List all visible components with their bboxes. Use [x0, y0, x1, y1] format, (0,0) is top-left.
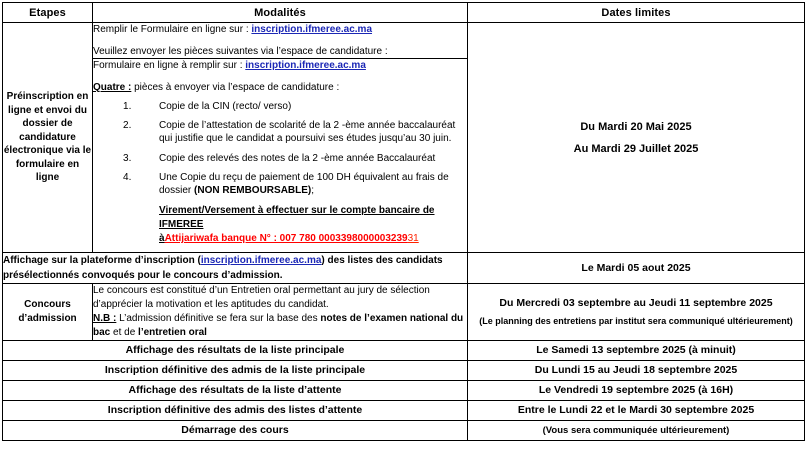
- simple-row-label: Inscription définitive des admis des listes d’attente: [3, 400, 468, 420]
- header-cell-dates: Dates limites: [468, 3, 805, 23]
- preinscription-date-end: Au Mardi 29 Juillet 2025: [573, 142, 699, 155]
- intro-line-1-text: Remplir le Formulaire en ligne sur :: [93, 24, 249, 35]
- list-item: Copie des relevés des notes de la 2 -ème année Baccalauréat: [159, 152, 436, 164]
- nb-text-2: et de: [113, 327, 136, 338]
- table-row: [3, 360, 805, 380]
- platform-text-after: ) des listes des candidats présélectionnés convoqués pour le concours d’admission.: [3, 255, 443, 282]
- preinscription-date-start: Du Mardi 20 Mai 2025: [580, 120, 692, 133]
- table-row: [3, 340, 805, 360]
- nb-bold-1: notes de l’examen national du bac: [93, 313, 464, 338]
- admission-schedule-table: [2, 2, 805, 441]
- table-row: [3, 400, 805, 420]
- nb-label: N.B :: [93, 313, 117, 325]
- table-row: [3, 420, 805, 440]
- nb-bold-2: l’entretien oral: [138, 327, 207, 338]
- simple-row-date: (Vous sera communiquée ultérieurement): [468, 420, 805, 440]
- concours-date-main: Du Mercredi 03 septembre au Jeudi 11 septembre 2025: [499, 296, 773, 309]
- concours-paragraph: Le concours est constitué d’un Entretien oral permettant au jury de sélection d’apprécier la motivation et les aptitudes du candidat.: [93, 285, 430, 310]
- concours-date-note: (Le planning des entretiens par institut sera communiqué ultérieurement): [479, 315, 793, 326]
- simple-row-date: Le Samedi 13 septembre 2025 (à minuit): [468, 340, 805, 360]
- inscription-link-3[interactable]: inscription.ifmeree.ac.ma: [200, 255, 322, 267]
- virement-instruction: Virement/Versement à effectuer sur le compte bancaire de IFMEREE: [159, 205, 435, 230]
- virement-account-line: [159, 232, 467, 246]
- document-page: [0, 2, 806, 465]
- step-label-concours: Concours d’admission: [3, 284, 93, 340]
- row-preinscription-intro: [3, 23, 805, 59]
- concours-description-cell: [93, 284, 468, 340]
- simple-row-label: Inscription définitive des admis de la liste principale: [3, 360, 468, 380]
- pieces-list: [93, 100, 467, 246]
- row-concours: [3, 284, 805, 340]
- quatre-line: [93, 81, 467, 94]
- simple-row-date: Du Lundi 15 au Jeudi 18 septembre 2025: [468, 360, 805, 380]
- simple-row-date: Le Vendredi 19 septembre 2025 (à 16H): [468, 380, 805, 400]
- nb-text-1: L’admission définitive se fera sur la base des: [119, 313, 318, 325]
- table-header-row: [3, 3, 805, 23]
- header-cell-etapes: Etapes: [3, 3, 93, 23]
- list-item: [123, 171, 467, 246]
- virement-a: à: [159, 233, 165, 245]
- intro-line-1: [93, 23, 467, 36]
- list-item: Copie de la CIN (recto/ verso): [159, 101, 292, 112]
- bank-account-number: Attijariwafa banque N° : 007 780 0003398000003239: [164, 233, 408, 245]
- simple-row-label: Affichage des résultats de la liste principale: [3, 340, 468, 360]
- intro-line-2: Veuillez envoyer les pièces suivantes via l’espace de candidature :: [93, 46, 388, 57]
- preinscription-details-cell: [93, 59, 468, 253]
- simple-row-label: Démarrage des cours: [3, 420, 468, 440]
- simple-row-date: Entre le Lundi 22 et le Mardi 30 septembre 2025: [468, 400, 805, 420]
- bank-account-key: 31: [407, 233, 419, 245]
- header-cell-modalites: Modalités: [93, 3, 468, 23]
- item4-nonremboursable: (NON REMBOURSABLE): [194, 185, 312, 197]
- step-label-preinscription: Préinscription en ligne et envoi du dossier de candidature électronique via le formulaire en ligne: [3, 23, 93, 253]
- concours-nb-line: [93, 312, 467, 339]
- form-line: [93, 59, 467, 72]
- row-platform-notice: [3, 253, 805, 284]
- form-line-text: Formulaire en ligne à remplir sur :: [93, 60, 243, 71]
- inscription-link-1[interactable]: inscription.ifmeree.ac.ma: [251, 24, 373, 35]
- platform-text-before: Affichage sur la plateforme d’inscription (: [3, 255, 201, 267]
- inscription-link-2[interactable]: inscription.ifmeree.ac.ma: [245, 60, 366, 71]
- list-item: Copie de l’attestation de scolarité de la 2 -ème année baccalauréat qui justifie que le candidat a poursuivi ses études jusqu’au 30 juin.: [159, 120, 456, 145]
- preinscription-dates-cell: [468, 23, 805, 253]
- virement-block: [159, 204, 467, 246]
- platform-notice-cell: [3, 253, 468, 284]
- quatre-rest: pièces à envoyer via l’espace de candidature :: [134, 82, 340, 93]
- concours-dates-cell: [468, 284, 805, 340]
- table-row: [3, 380, 805, 400]
- platform-date-cell: Le Mardi 05 aout 2025: [468, 253, 805, 284]
- preinscription-intro-cell: [93, 23, 468, 59]
- item4-text: Une Copie du reçu de paiement de 100 DH équivalent au frais de dossier: [159, 171, 449, 197]
- quatre-label: Quatre :: [93, 82, 132, 93]
- item4-end: ;: [311, 185, 315, 197]
- simple-row-label: Affichage des résultats de la liste d’attente: [3, 380, 468, 400]
